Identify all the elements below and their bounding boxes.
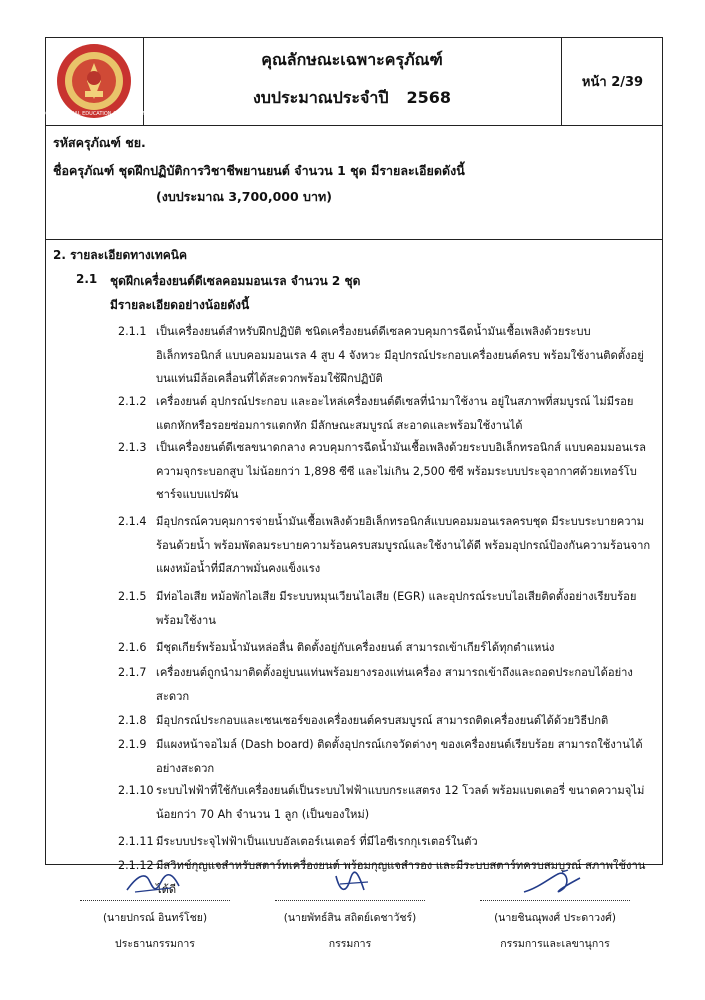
signature-line [80, 900, 230, 901]
handwritten-signature-icon [510, 868, 600, 898]
page-number-cell [561, 38, 664, 125]
signer-name: (นายชินณุพงศ์ ประดาวงศ์) [494, 912, 616, 924]
spec-item-number: 2.1.7 [118, 666, 147, 679]
handwritten-signature-icon [115, 868, 195, 898]
budget-label: งบประมาณประจำปี [252, 88, 389, 107]
spec-item-text: ระบบไฟฟ้าที่ใช้กับเครื่องยนต์เป็นระบบไฟฟ้าแบบกระแสตรง 12 โวลต์ พร้อมแบตเตอรี่ ขนาดความจุไม่น้อยกว่า 70 Ah จำนวน 1 ลูก (เป็นของใหม่) [156, 784, 645, 821]
equipment-code: รหัสครุภัณฑ์ ชย. [53, 135, 146, 150]
subsection-title: ชุดฝึกเครื่องยนต์ดีเซลคอมมอนเรล จำนวน 2 ชุด [110, 274, 361, 288]
spec-item-number: 2.1.4 [118, 515, 147, 528]
spec-item-text: เป็นเครื่องยนต์สำหรับฝึกปฏิบัติ ชนิดเครื่องยนต์ดีเซลควบคุมการฉีดน้ำมันเชื้อเพลิงด้วยระบบอิเล็กทรอนิกส์ แบบคอมมอนเรล 4 สูบ 4 จังหวะ มีอุปกรณ์ประกอบเครื่องยนต์ครบ พร้อมใช้งานติดตั้งอยู่บนแท่นมีล้อเคลื่อนที่ได้สะดวกพร้อมใช้ฝึกปฏิบัติ [156, 325, 644, 385]
spec-item-number: 2.1.2 [118, 395, 147, 408]
spec-item-text: มีสวิทช์กุญแจสำหรับสตาร์ทเครื่องยนต์ พร้อมกุญแจสำรอง และมีระบบสตาร์ทครบสมบูรณ์ สภาพใช้งานได้ดี [156, 859, 646, 896]
signer-role: ประธานกรรมการ [115, 938, 195, 950]
spec-item-number: 2.1.12 [118, 859, 154, 872]
signer-role: กรรมการและเลขานุการ [500, 938, 610, 950]
spec-item-number: 2.1.1 [118, 325, 147, 338]
spec-item-text: มีท่อไอเสีย หม้อพักไอเสีย มีระบบหมุนเวียนไอเสีย (EGR) และอุปกรณ์ระบบไอเสียติดตั้งอย่างเรียบร้อยพร้อมใช้งาน [156, 590, 637, 627]
svg-text:OCCUPATIONAL EDUCATION COMMISS: OCCUPATIONAL EDUCATION COMMISSION [41, 111, 147, 117]
budget-year-line [143, 86, 561, 111]
spec-item-text: เครื่องยนต์ถูกนำมาติดตั้งอยู่บนแท่นพร้อมยางรองแท่นเครื่อง สามารถเข้าถึงและถอดประกอบได้อย่างสะดวก [156, 666, 633, 703]
spec-item-number: 2.1.10 [118, 784, 154, 797]
spec-item-text: มีระบบประจุไฟฟ้าเป็นแบบอัลเตอร์เนเตอร์ ที่มีไอซีเรกกุเรเตอร์ในตัว [156, 835, 478, 848]
subsection-note: มีรายละเอียดอย่างน้อยดังนี้ [110, 298, 250, 312]
equipment-name: ชื่อครุภัณฑ์ ชุดฝึกปฏิบัติการวิชาชีพยานยนต์ จำนวน 1 ชุด มีรายละเอียดดังนี้ [53, 163, 465, 178]
spec-item-text: มีอุปกรณ์ควบคุมการจ่ายน้ำมันเชื้อเพลิงด้วยอิเล็กทรอนิกส์แบบคอมมอนเรลครบชุด มีระบบระบายความร้อนด้วยน้ำ พร้อมพัดลมระบายความร้อนครบสมบูรณ์และใช้งานได้ดี พร้อมอุปกรณ์ป้องกันความร้อนจากแผงหม้อน้ำที่มีสภาพมั่นคงแข็งแรง [156, 515, 651, 575]
equipment-info [46, 125, 662, 240]
signature-chairman [55, 868, 255, 952]
signer-name: (นายพัทธ์สิน สถิตย์เดชาวัชร์) [283, 912, 417, 924]
signer-role: กรรมการ [328, 938, 372, 950]
spec-item-text: เป็นเครื่องยนต์ดีเซลขนาดกลาง ควบคุมการฉีดน้ำมันเชื้อเพลิงด้วยระบบอิเล็กทรอนิกส์ แบบคอมมอนเรล ความจุกระบอกสูบ ไม่น้อยกว่า 1,898 ซีซี และไม่เกิน 2,500 ซีซี พร้อมระบบประจุอากาศด้วยเทอร์โบชาร์จแบบแปรผัน [156, 441, 646, 501]
header-row [41, 38, 662, 126]
page-number: หน้า 2/39 [581, 75, 644, 90]
signature-member [250, 868, 450, 952]
spec-item-number: 2.1.11 [118, 835, 154, 848]
signature-block [0, 868, 705, 1000]
spec-item-text: มีอุปกรณ์ประกอบและเซนเซอร์ของเครื่องยนต์ครบสมบูรณ์ สามารถติดเครื่องยนต์ได้ด้วยวิธีปกติ [156, 714, 609, 727]
spec-item-number: 2.1.3 [118, 441, 147, 454]
budget-year: 2568 [406, 88, 452, 107]
title-cell [143, 38, 562, 125]
signature-secretary [455, 868, 655, 952]
subsection-number: 2.1 [76, 272, 98, 286]
technical-details [46, 239, 662, 896]
logo-cell [41, 38, 147, 125]
spec-sheet [41, 37, 663, 896]
spec-item-text: เครื่องยนต์ อุปกรณ์ประกอบ และอะไหล่เครื่องยนต์ดีเซลที่นำมาใช้งาน อยู่ในสภาพที่สมบูรณ์ ไม่มีรอยแตกหักหรือรอยซ่อมการแตกหัก มีลักษณะสมบูรณ์ สะอาดและพร้อมใช้งานได้ [156, 395, 634, 432]
spec-item-number: 2.1.8 [118, 714, 147, 727]
spec-item-number: 2.1.6 [118, 641, 147, 654]
signer-name: (นายปกรณ์ อินทร์โชย) [102, 912, 208, 924]
document-title: คุณลักษณะเฉพาะครุภัณฑ์ [261, 50, 443, 69]
equipment-budget: (งบประมาณ 3,700,000 บาท) [156, 189, 332, 204]
spec-item-text: มีชุดเกียร์พร้อมน้ำมันหล่อลื่น ติดตั้งอยู่กับเครื่องยนต์ สามารถเข้าเกียร์ได้ทุกตำแหน่ง [156, 641, 555, 654]
spec-item-number: 2.1.5 [118, 590, 147, 603]
signature-line [480, 900, 630, 901]
handwritten-signature-icon [310, 868, 390, 898]
signature-line [275, 900, 425, 901]
spec-item-number: 2.1.9 [118, 738, 147, 751]
section-title: 2. รายละเอียดทางเทคนิค [53, 248, 188, 262]
institution-seal-icon [41, 41, 147, 121]
spec-item-text: มีแผงหน้าจอไมล์ (Dash board) ติดตั้งอุปกรณ์เกจวัดต่างๆ ของเครื่องยนต์เรียบร้อย สามารถใช้งานได้อย่างสะดวก [156, 738, 643, 775]
